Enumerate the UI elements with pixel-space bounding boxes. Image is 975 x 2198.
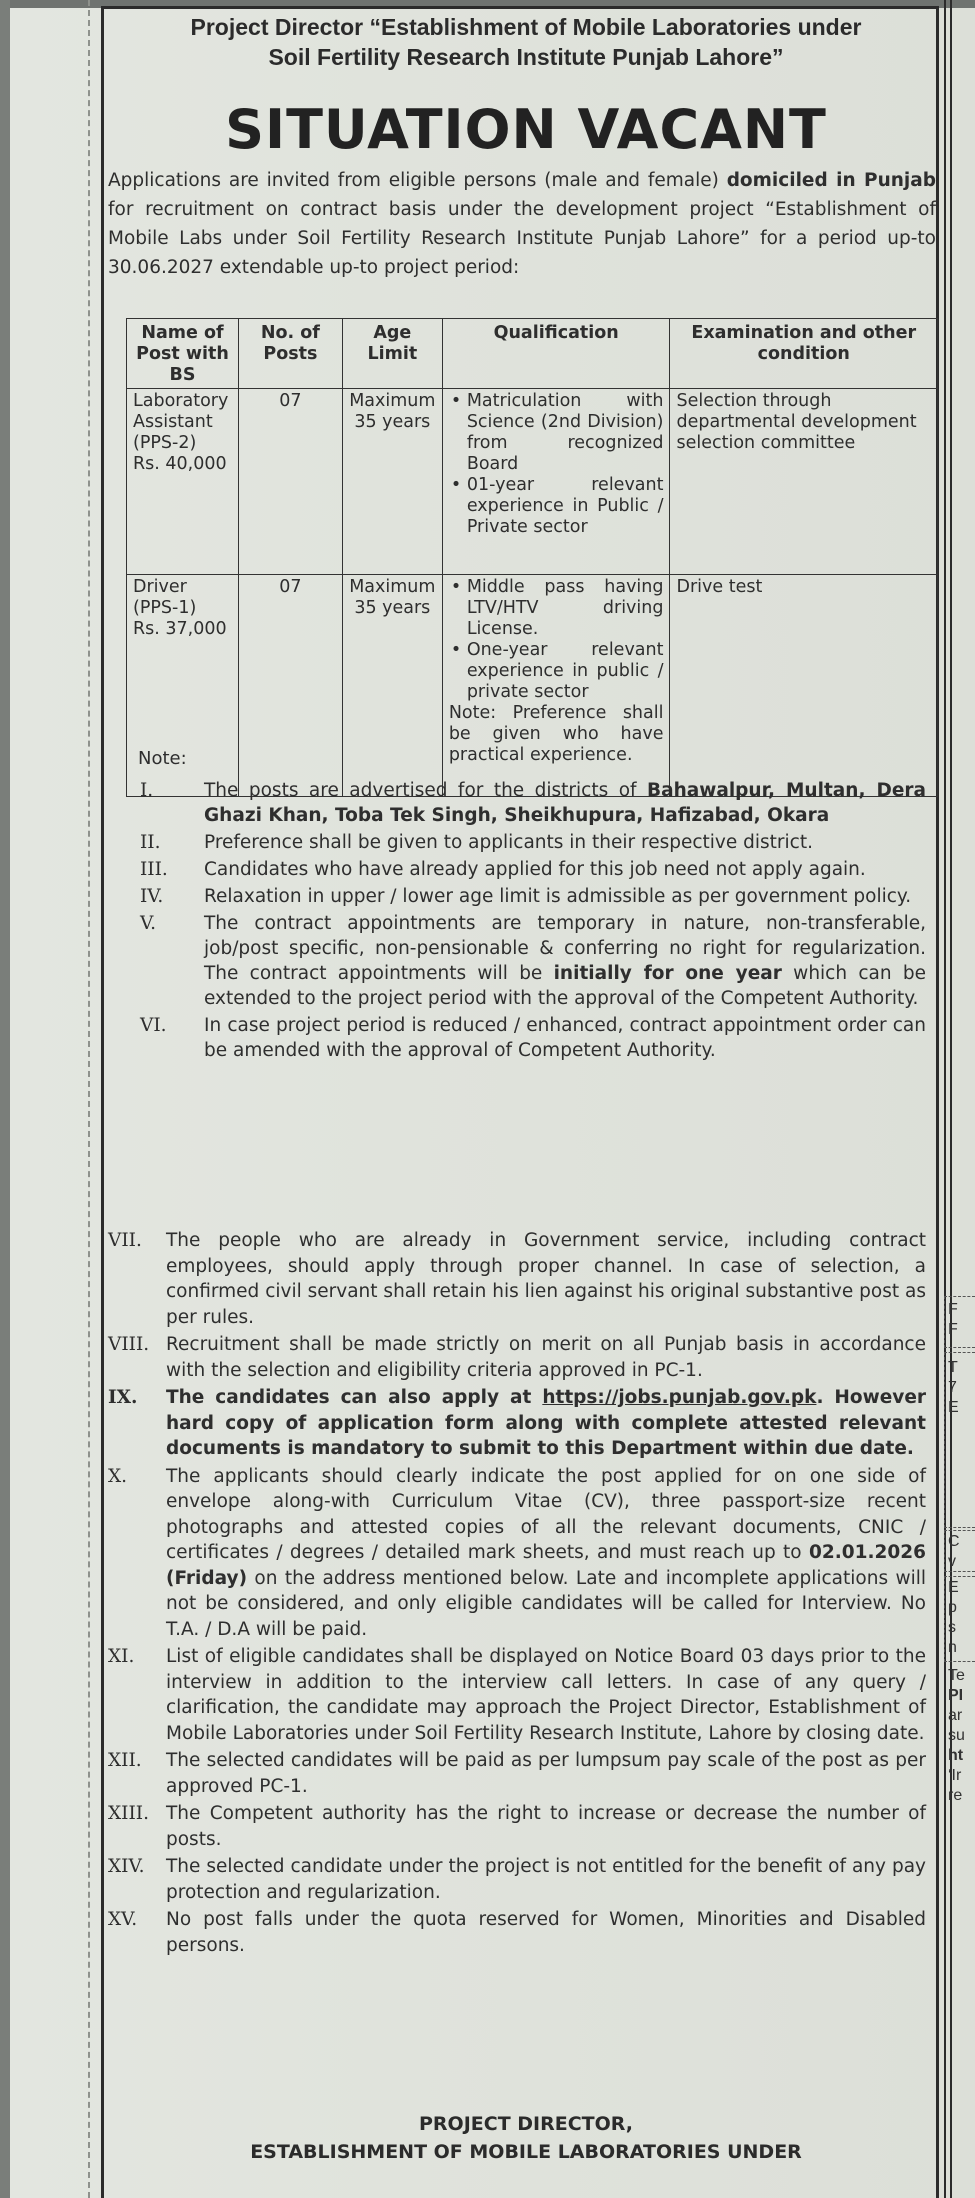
note-text: Candidates who have already applied for this job need not apply again. — [204, 859, 866, 880]
fragment-text: v — [948, 1553, 956, 1570]
adjacent-column-fragment — [948, 1578, 959, 1658]
column-divider — [950, 0, 952, 2198]
adjacent-column-fragment — [948, 1532, 960, 1572]
table-header-row — [127, 319, 938, 389]
note-text: Preference shall be given to applicants in their respective district. — [204, 832, 813, 853]
note-item — [108, 1801, 926, 1852]
column-divider — [944, 0, 946, 2198]
note-text — [204, 911, 926, 1011]
fragment-text: PI — [948, 1687, 964, 1704]
note-item — [108, 1644, 926, 1746]
note-item — [140, 911, 926, 1011]
note-item — [108, 1228, 926, 1330]
note-item — [140, 857, 926, 882]
note-item — [108, 1464, 926, 1643]
note-item — [140, 1013, 926, 1063]
table-row — [127, 575, 938, 797]
note-item — [108, 1854, 926, 1905]
header-post: Name of Post with BS — [127, 319, 239, 389]
intro-paragraph — [108, 166, 936, 282]
note-number: XV. — [108, 1909, 138, 1930]
signature-office: ESTABLISHMENT OF MOBILE LABORATORIES UNDER — [250, 2141, 802, 2163]
header-qualification: Qualification — [442, 319, 670, 389]
age-limit-cell: Maximum 35 years — [342, 389, 442, 575]
examination-cell: Selection through departmental development selection committee — [670, 389, 938, 575]
qualification-cell — [442, 389, 670, 575]
examination-cell: Drive test — [670, 575, 938, 797]
note-text — [166, 1464, 926, 1643]
advertiser-heading — [116, 12, 936, 72]
fragment-text: Te — [948, 1667, 965, 1684]
note-text — [166, 1385, 926, 1462]
table-row — [127, 389, 938, 575]
note-text: The selected candidate under the project is not entitled for the benefit of any pay protection and regularization. — [166, 1856, 926, 1903]
adjacent-column-fragment — [948, 1300, 958, 1340]
age-limit-cell: Maximum 35 years — [342, 575, 442, 797]
note-text: The Competent authority has the right to increase or decrease the number of posts. — [166, 1803, 926, 1850]
notes-list-indented — [140, 778, 926, 1065]
note-number: IX. — [108, 1387, 138, 1408]
note-text-plain: The candidates can also apply at — [166, 1387, 543, 1408]
note-number: III. — [140, 859, 168, 880]
header-examination: Examination and other condition — [670, 319, 938, 389]
note-number: X. — [108, 1465, 128, 1487]
note-item — [140, 884, 926, 909]
fragment-text: E — [948, 1399, 959, 1416]
vacancy-table — [126, 318, 938, 797]
intro-text-1: Applications are invited from eligible persons (male and female) — [108, 170, 727, 191]
post-name-line: Assistant — [133, 412, 213, 432]
intro-bold: domiciled in Punjab — [726, 170, 936, 191]
post-salary: Rs. 37,000 — [133, 619, 227, 639]
note-text: The selected candidates will be paid as per lumpsum pay scale of the post as per approved PC-1. — [166, 1750, 926, 1797]
fragment-text: su — [948, 1727, 965, 1744]
post-name-cell — [127, 389, 239, 575]
note-item — [140, 830, 926, 855]
note-number: VII. — [108, 1230, 142, 1251]
note-item — [108, 1907, 926, 1958]
header-age-limit: Age Limit — [342, 319, 442, 389]
notes-list-outdented — [108, 1228, 926, 1960]
qualification-item: • Matriculation with Science (2nd Division) from recognized Board — [449, 391, 664, 475]
fragment-text: p — [948, 1599, 957, 1616]
deadline-date: 02.01.2026 (Friday) — [166, 1542, 926, 1589]
note-number: XIII. — [108, 1803, 149, 1824]
note-text-plain: The contract appointments are temporary in nature, non-transferable, job/post specific, non-pensionable & conferring no right for regularization. The contract appointments will be — [204, 913, 926, 984]
fragment-text: n — [948, 1639, 957, 1656]
header-no-of-posts: No. of Posts — [238, 319, 342, 389]
note-number: VIII. — [108, 1334, 150, 1355]
intro-text-2: for recruitment on contract basis under the development project “Establishment of Mobile Labs under Soil Fertility Research Institute Punjab Lahore” for a period up-to 30.06.2027 extendable up-to project period: — [108, 199, 936, 278]
posts-count-cell: 07 — [238, 389, 342, 575]
note-text-bold: initially for one year — [553, 963, 782, 984]
note-number: XII. — [108, 1750, 142, 1771]
note-text: No post falls under the quota reserved for Women, Minorities and Disabled persons. — [166, 1909, 926, 1956]
heading-line-1: Project Director “Establishment of Mobile Laboratories under — [190, 14, 862, 40]
note-number: XIV. — [108, 1856, 145, 1877]
adjacent-column-fragment — [948, 1358, 959, 1418]
fragment-text: ‘Ir — [948, 1767, 962, 1784]
note-text-plain: on the address mentioned below. Late and incomplete applications will not be considered, and only eligible candidates will be called for Interview. No T.A. / D.A will be paid. — [166, 1567, 926, 1640]
note-number: XI. — [108, 1646, 135, 1667]
note-text: List of eligible candidates shall be displayed on Notice Board 03 days prior to the interview in addition to the interview call letters. In case of any query / clarification, the candidate may approach the Project Director, Establishment of Mobile Laboratories under Soil Fertility Research Institute, Lahore by closing date. — [166, 1646, 926, 1744]
note-text: The people who are already in Government service, including contract employees, should apply through proper channel. In case of selection, a confirmed civil servant shall retain his lien against his original substantive post as per rules. — [166, 1230, 926, 1328]
fragment-text: F — [948, 1321, 958, 1338]
adjacent-column-fragment — [948, 1666, 965, 1806]
note-item — [108, 1385, 926, 1462]
post-scale: (PPS-2) — [133, 433, 197, 453]
dashed-column-rule — [88, 0, 90, 2198]
notes-label: Note: — [138, 748, 187, 769]
note-number: VI. — [140, 1015, 167, 1036]
post-name-line: Driver — [133, 577, 187, 597]
signature-block — [116, 2110, 936, 2166]
page-left-edge — [0, 0, 10, 2198]
fragment-text: C — [948, 1533, 960, 1550]
note-text-plain: The posts are advertised for the districts of — [204, 780, 647, 801]
posts-count-cell: 07 — [238, 575, 342, 797]
note-item — [108, 1332, 926, 1383]
signature-title: PROJECT DIRECTOR, — [419, 2113, 633, 2135]
fragment-text: re — [948, 1787, 963, 1804]
note-text-plain: . However hard copy of application form along with complete attested relevant documents is mandatory to submit to this Department within due date. — [166, 1387, 926, 1459]
note-number: I. — [140, 780, 154, 801]
qualification-item: • 01-year relevant experience in Public / Private sector — [449, 475, 664, 538]
note-item — [108, 1748, 926, 1799]
qualification-cell — [442, 575, 670, 797]
fragment-text: E — [948, 1579, 959, 1596]
note-number: V. — [140, 913, 157, 934]
qualification-item: • Middle pass having LTV/HTV driving License. — [449, 577, 664, 640]
fragment-text: 7 — [948, 1379, 957, 1396]
note-text-plain: The applicants should clearly indicate the post applied for on one side of envelope along-with Curriculum Vitae (CV), three passport-size recent photographs and attested copies of all the relevant documents, CNIC / certificates / degrees / detailed mark sheets, and must reach up to — [166, 1465, 926, 1563]
fragment-text: F — [948, 1301, 958, 1318]
note-text: Recruitment shall be made strictly on merit on all Punjab basis in accordance with the selection and eligibility criteria approved in PC-1. — [166, 1334, 926, 1381]
page-title: SITUATION VACANT — [225, 98, 827, 161]
note-text: In case project period is reduced / enhanced, contract appointment order can be amended with the approval of Competent Authority. — [204, 1015, 926, 1061]
note-text — [204, 778, 926, 828]
note-text-plain: which can be extended to the project period with the approval of the Competent Authority. — [204, 963, 926, 1009]
note-text: Relaxation in upper / lower age limit is admissible as per government policy. — [204, 886, 912, 907]
jobs-portal-link[interactable]: https://jobs.punjab.gov.pk — [542, 1387, 817, 1408]
note-item — [140, 778, 926, 828]
note-text-bold: Bahawalpur, Multan, Dera Ghazi Khan, Toba Tek Singh, Sheikhupura, Hafizabad, Okara — [204, 780, 926, 826]
note-number: IV. — [140, 886, 164, 907]
heading-line-2: Soil Fertility Research Institute Punjab Lahore” — [268, 44, 784, 70]
post-name-line: Laboratory — [133, 391, 229, 411]
fragment-text: T — [948, 1359, 958, 1376]
fragment-text: ht — [948, 1747, 964, 1764]
post-salary: Rs. 40,000 — [133, 454, 227, 474]
fragment-text: ar — [948, 1707, 963, 1724]
qualification-item: • One-year relevant experience in public / private sector — [449, 640, 664, 703]
qualification-note: Note: Preference shall be given who have practical experience. — [448, 703, 664, 765]
fragment-text: s — [948, 1619, 956, 1636]
post-scale: (PPS-1) — [133, 598, 197, 618]
note-number: II. — [140, 832, 161, 853]
